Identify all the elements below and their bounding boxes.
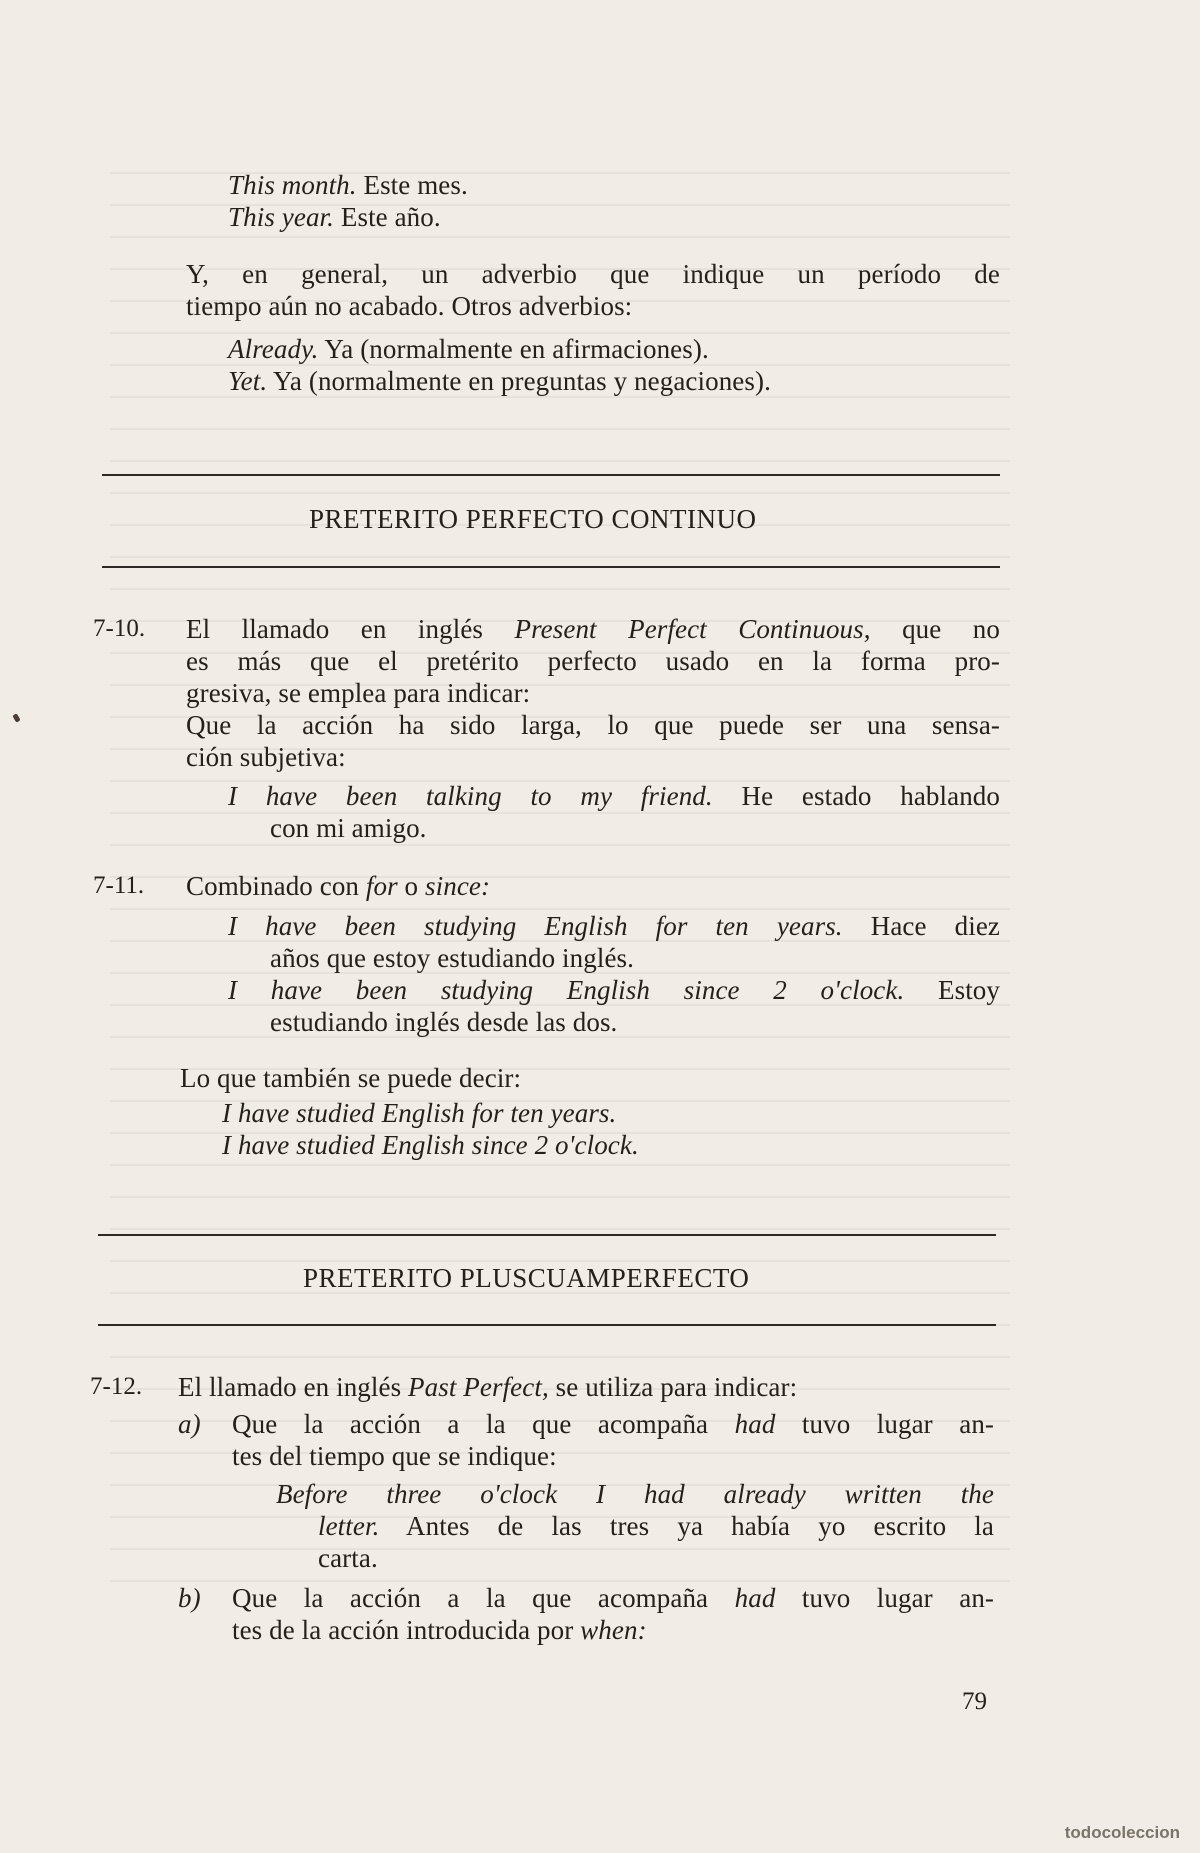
- paragraph-line: Lo que también se puede decir:: [180, 1063, 522, 1093]
- example-line: estudiando inglés desde las dos.: [270, 1007, 618, 1037]
- paragraph-line: Y, en general, un adverbio que indique un período de: [186, 259, 1000, 289]
- paragraph-number: 7-12.: [90, 1373, 143, 1400]
- example-this-year: This year. Este año.: [228, 202, 441, 232]
- example-this-month: This month. Este mes.: [228, 170, 468, 200]
- example-line: I have studied English since 2 o'clock.: [222, 1130, 639, 1160]
- example-line: I have been studying English since 2 o'clock. Estoy: [228, 975, 1000, 1005]
- example-line: con mi amigo.: [270, 813, 427, 843]
- paragraph-line: gresiva, se emplea para indicar:: [186, 678, 531, 708]
- paragraph-line: tes de la acción introducida por when:: [232, 1615, 647, 1645]
- paragraph-line: tes del tiempo que se indique:: [232, 1441, 557, 1471]
- paragraph-line: Que la acción ha sido larga, lo que puede ser una sensa-: [186, 710, 1000, 740]
- section-heading: PRETERITO PLUSCUAMPERFECTO: [303, 1263, 750, 1293]
- paragraph-line: Que la acción a la que acompaña had tuvo lugar an-: [232, 1583, 995, 1613]
- example-line: I have studied English for ten years.: [222, 1098, 617, 1128]
- paragraph-line: El llamado en inglés Past Perfect, se utiliza para indicar:: [178, 1372, 798, 1402]
- paragraph-line: Que la acción a la que acompaña had tuvo lugar an-: [232, 1409, 995, 1439]
- example-line: Before three o'clock I had already written the: [276, 1479, 994, 1509]
- example-line: letter. Antes de las tres ya había yo escrito la: [318, 1511, 994, 1541]
- list-label: b): [178, 1583, 201, 1613]
- watermark: todocoleccion: [1064, 1823, 1180, 1842]
- page-number: 79: [962, 1688, 987, 1715]
- section-rule-top: [98, 1234, 996, 1236]
- list-label: a): [178, 1409, 201, 1439]
- paragraph-line: es más que el pretérito perfecto usado en la forma pro-: [186, 646, 1000, 676]
- section-rule-bottom: [98, 1324, 996, 1326]
- section-rule-top: [102, 474, 1000, 476]
- section-heading: PRETERITO PERFECTO CONTINUO: [309, 504, 757, 534]
- example-yet: Yet. Ya (normalmente en preguntas y negaciones).: [228, 366, 771, 396]
- paragraph-line: tiempo aún no acabado. Otros adverbios:: [186, 291, 633, 321]
- example-line: I have been studying English for ten years. Hace diez: [228, 911, 1001, 941]
- paragraph-number: 7-11.: [93, 872, 145, 899]
- example-line: I have been talking to my friend. He estado hablando: [228, 781, 1000, 811]
- paragraph-number: 7-10.: [93, 615, 146, 642]
- paragraph-line: ción subjetiva:: [186, 742, 346, 772]
- paragraph-line: Combinado con for o since:: [186, 871, 491, 901]
- paragraph-line: El llamado en inglés Present Perfect Continuous, que no: [186, 614, 1001, 644]
- section-rule-bottom: [102, 566, 1000, 568]
- ink-speck: [12, 713, 20, 722]
- example-already: Already. Ya (normalmente en afirmaciones).: [228, 334, 709, 364]
- example-line: años que estoy estudiando inglés.: [270, 943, 634, 973]
- example-line: carta.: [318, 1543, 378, 1573]
